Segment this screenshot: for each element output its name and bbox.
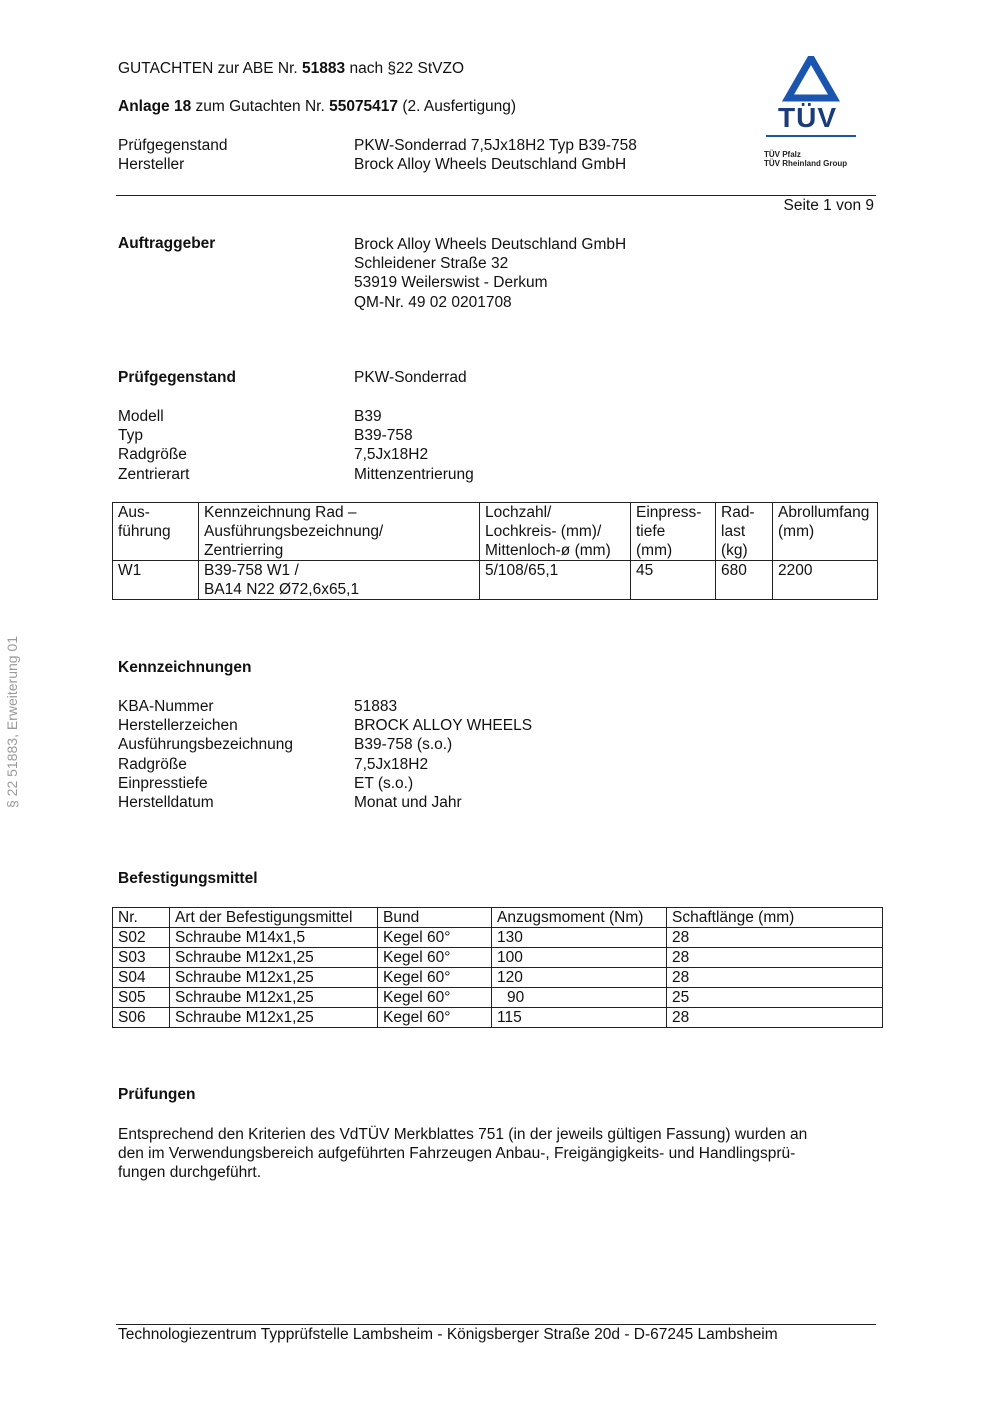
table-cell: 90 — [492, 988, 667, 1008]
cell-kennzeichnung — [199, 561, 480, 600]
cell-line: (kg) — [721, 542, 748, 559]
paragraph-line: fungen durchgeführt. — [118, 1164, 262, 1182]
footer-text: Technologiezentrum Typprüfstelle Lambsheim - Königsberger Straße 20d - D-67245 Lambsheim — [118, 1326, 778, 1343]
table-row — [113, 928, 883, 948]
cell-line: Mittenloch-ø (mm) — [485, 542, 611, 559]
field-value: 7,5Jx18H2 — [354, 755, 429, 773]
table-cell: 28 — [667, 948, 883, 968]
header-cell — [480, 503, 631, 561]
cell-radlast: 680 — [716, 561, 773, 600]
table-cell: Schraube M14x1,5 — [170, 928, 378, 948]
wheel-table — [112, 502, 878, 600]
field-label: Herstellerzeichen — [118, 717, 238, 735]
field-value: Mittenzentrierung — [354, 465, 474, 483]
address-line: 53919 Weilerswist - Derkum — [354, 274, 548, 292]
pruefgegenstand-value: PKW-Sonderrad — [354, 369, 467, 386]
table-cell: Kegel 60° — [378, 968, 492, 988]
abe-number: 51883 — [302, 60, 346, 77]
header-cell — [631, 503, 716, 561]
pruef-field-labels — [118, 407, 190, 484]
cell-line: B39-758 W1 / — [204, 562, 299, 579]
cell-line: BA14 N22 Ø72,6x65,1 — [204, 581, 360, 598]
table-cell: 28 — [667, 928, 883, 948]
header-hersteller-value: Brock Alloy Wheels Deutschland GmbH — [354, 156, 627, 173]
field-value: 7,5Jx18H2 — [354, 446, 429, 464]
cell-line: Ausführungsbezeichnung/ — [204, 523, 384, 540]
tuv-sub-2: TÜV Rheinland Group — [764, 159, 848, 168]
table-cell: Schraube M12x1,25 — [170, 988, 378, 1008]
header-cell — [773, 503, 878, 561]
pruef-field-values — [354, 407, 474, 484]
table-cell: Kegel 60° — [378, 1008, 492, 1028]
cell-line: tiefe — [636, 523, 666, 540]
table-row — [113, 988, 883, 1008]
page-indicator: Seite 1 von 9 — [783, 197, 874, 214]
fastener-table-header — [113, 908, 883, 928]
address-line: Schleidener Straße 32 — [354, 255, 509, 273]
table-cell: Schraube M12x1,25 — [170, 948, 378, 968]
header-cell — [113, 503, 199, 561]
field-value: B39-758 (s.o.) — [354, 736, 453, 754]
pruefgegenstand-label: Prüfgegenstand — [118, 369, 236, 386]
table-cell: 120 — [492, 968, 667, 988]
field-label: Radgröße — [118, 446, 187, 464]
table-row — [113, 948, 883, 968]
cell-line: Rad- — [721, 504, 755, 521]
tuv-sub-1: TÜV Pfalz — [764, 150, 801, 159]
anlage-label: Anlage 18 — [118, 98, 192, 115]
tuv-wordmark: TÜV — [778, 102, 837, 133]
address-line: QM-Nr. 49 02 0201708 — [354, 293, 512, 311]
field-value: Monat und Jahr — [354, 794, 462, 812]
field-label: Typ — [118, 427, 143, 445]
header-pruef-label: Prüfgegenstand — [118, 137, 228, 154]
anlage-text: zum Gutachten Nr. — [191, 98, 330, 115]
cell-line: Zentrierring — [204, 542, 284, 559]
cell-einpresstiefe: 45 — [631, 561, 716, 600]
table-cell: S06 — [113, 1008, 170, 1028]
header-divider — [116, 195, 876, 196]
cell-line: (mm) — [778, 523, 815, 540]
table-cell: 25 — [667, 988, 883, 1008]
wheel-table-header — [113, 503, 878, 561]
pruefungen-paragraph — [118, 1125, 807, 1183]
cell-line: Aus- — [118, 504, 150, 521]
table-row — [113, 968, 883, 988]
ausfertigung-text: (2. Ausfertigung) — [398, 98, 517, 115]
befestigung-title: Befestigungsmittel — [118, 870, 258, 887]
cell-line: führung — [118, 523, 171, 540]
cell-ausfuehrung: W1 — [113, 561, 199, 600]
field-value: BROCK ALLOY WHEELS — [354, 717, 533, 735]
field-label: Radgröße — [118, 755, 187, 773]
kennz-values — [354, 697, 532, 812]
field-label: Modell — [118, 408, 164, 425]
header-cell: Anzugsmoment (Nm) — [492, 908, 667, 928]
header-cell: Nr. — [113, 908, 170, 928]
tuv-subtitle — [764, 150, 847, 168]
cell-line: Kennzeichnung Rad – — [204, 504, 357, 521]
table-cell: Kegel 60° — [378, 928, 492, 948]
field-label: Zentrierart — [118, 465, 190, 483]
header-line-2 — [118, 98, 516, 116]
table-cell: S03 — [113, 948, 170, 968]
table-cell: 28 — [667, 1008, 883, 1028]
header-cell — [716, 503, 773, 561]
cell-abrollumfang: 2200 — [773, 561, 878, 600]
field-label: KBA-Nummer — [118, 698, 214, 715]
table-cell: S02 — [113, 928, 170, 948]
field-value: B39 — [354, 408, 382, 425]
header-cell — [199, 503, 480, 561]
address-line: Brock Alloy Wheels Deutschland GmbH — [354, 236, 627, 253]
table-row — [113, 1008, 883, 1028]
table-cell: 130 — [492, 928, 667, 948]
side-margin-text: § 22 51883, Erweiterung 01 — [4, 635, 20, 808]
paragraph-line: den im Verwendungsbereich aufgeführten Fahrzeugen Anbau-, Freigängigkeits- und Handlingsprü- — [118, 1145, 796, 1163]
table-cell: Schraube M12x1,25 — [170, 968, 378, 988]
gutachten-number: 55075417 — [329, 98, 399, 115]
field-label: Herstelldatum — [118, 794, 214, 812]
header-cell: Art der Befestigungsmittel — [170, 908, 378, 928]
field-value: ET (s.o.) — [354, 774, 414, 792]
table-cell: Kegel 60° — [378, 988, 492, 1008]
table-cell: Kegel 60° — [378, 948, 492, 968]
header-cell: Schaftlänge (mm) — [667, 908, 883, 928]
kennzeichnungen-title: Kennzeichnungen — [118, 659, 252, 676]
table-cell: 28 — [667, 968, 883, 988]
cell-line: Abrollumfang — [778, 504, 870, 521]
field-label: Ausführungsbezeichnung — [118, 736, 293, 754]
field-value: 51883 — [354, 698, 398, 715]
field-value: B39-758 — [354, 427, 413, 445]
pruefungen-title: Prüfungen — [118, 1086, 196, 1103]
table-row — [113, 561, 878, 600]
header-pruef-value: PKW-Sonderrad 7,5Jx18H2 Typ B39-758 — [354, 137, 637, 154]
footer-divider — [116, 1324, 876, 1325]
auftraggeber-label: Auftraggeber — [118, 235, 216, 252]
table-cell: S05 — [113, 988, 170, 1008]
header-line-1 — [118, 60, 464, 78]
paragraph-line: Entsprechend den Kriterien des VdTÜV Merkblattes 751 (in der jeweils gültigen Fassung) wurden an — [118, 1126, 808, 1143]
table-cell: Schraube M12x1,25 — [170, 1008, 378, 1028]
auftraggeber-address — [354, 235, 626, 312]
header-hersteller-label: Hersteller — [118, 156, 185, 173]
cell-line: Lochzahl/ — [485, 504, 552, 521]
field-label: Einpresstiefe — [118, 774, 208, 792]
header-suffix: nach §22 StVZO — [345, 60, 465, 77]
table-cell: 115 — [492, 1008, 667, 1028]
cell-line: (mm) — [636, 542, 673, 559]
kennz-labels — [118, 697, 293, 812]
cell-lochzahl: 5/108/65,1 — [480, 561, 631, 600]
cell-line: last — [721, 523, 746, 540]
header-cell: Bund — [378, 908, 492, 928]
table-cell: 100 — [492, 948, 667, 968]
cell-line: Lochkreis- (mm)/ — [485, 523, 602, 540]
table-cell: S04 — [113, 968, 170, 988]
header-prefix: GUTACHTEN zur ABE Nr. — [118, 60, 303, 77]
cell-line: Einpress- — [636, 504, 702, 521]
fastener-table — [112, 907, 883, 1028]
